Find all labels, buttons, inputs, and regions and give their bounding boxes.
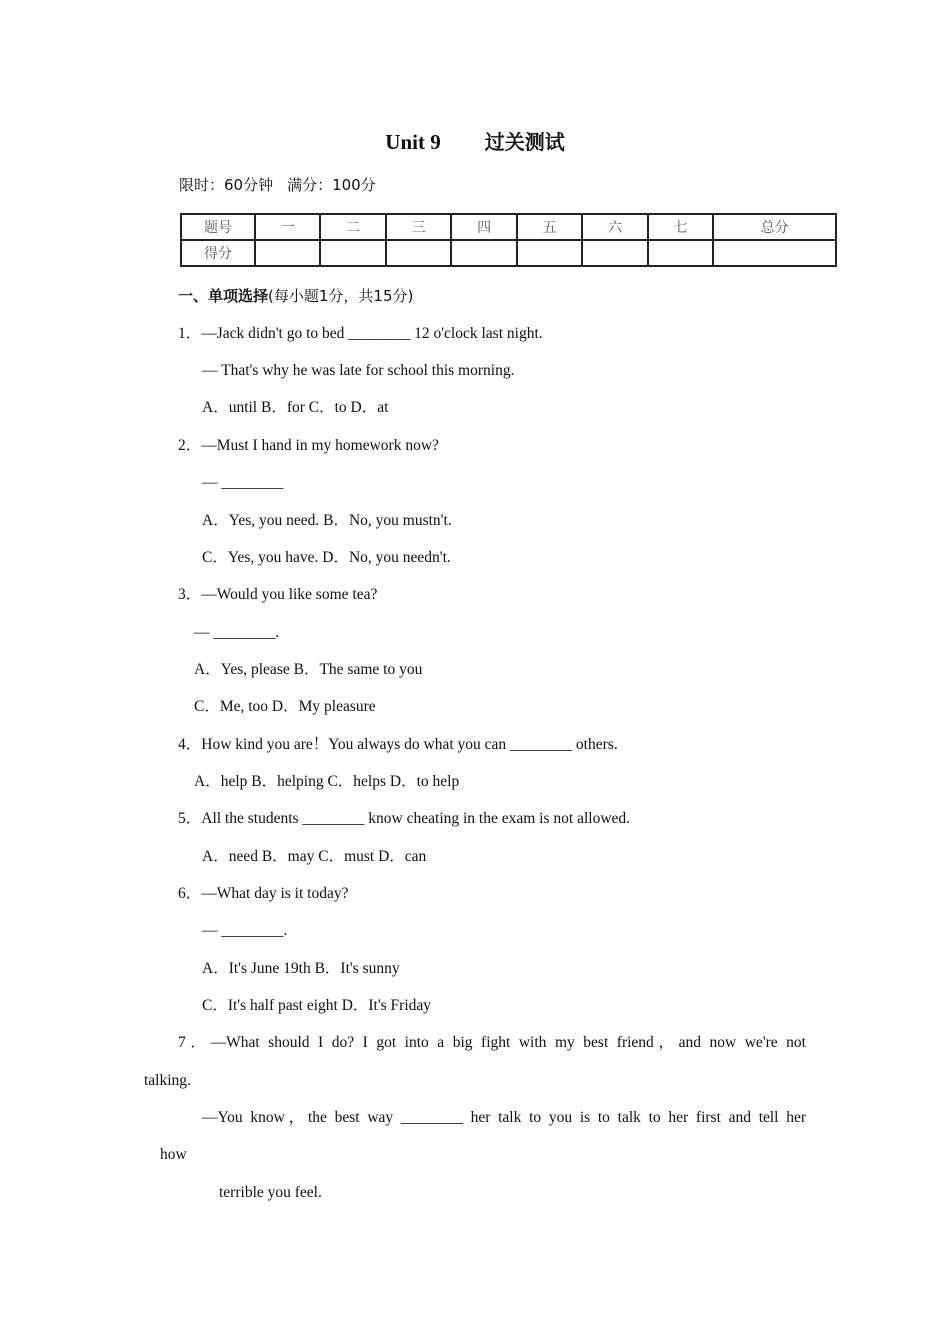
section-title: 一、单项选择 (178, 287, 269, 305)
score-input-cell (451, 240, 516, 266)
score-cell: 三 (386, 214, 451, 240)
score-cell: 得分 (181, 240, 255, 266)
question-1: 1．—Jack didn't go to bed ________ 12 o'clock last night. (178, 325, 543, 342)
question-4: 4．How kind you are！You always do what you can ________ others. (178, 736, 618, 753)
score-cell: 二 (320, 214, 385, 240)
question-5: 5．All the students ________ know cheating in the exam is not allowed. (178, 810, 631, 827)
score-input-cell (386, 240, 451, 266)
exam-meta (179, 174, 376, 195)
question-1-reply: — That's why he was late for school this morning. (202, 362, 515, 379)
score-table-header-row (181, 214, 836, 240)
question-2-options-cd: C．Yes, you have. D．No, you needn't. (202, 549, 451, 566)
question-7: 7．—What should I do? I got into a big fight with my best friend，and now we're not (178, 1034, 806, 1051)
score-cell: 六 (582, 214, 647, 240)
question-1-options: A．until B．for C．to D．at (202, 399, 389, 416)
score-cell: 七 (648, 214, 713, 240)
question-6-options-ab: A．It's June 19th B．It's sunny (202, 960, 400, 977)
title-cn: 过关测试 (484, 130, 565, 154)
page-title (0, 126, 950, 155)
score-input-cell (582, 240, 647, 266)
question-7-reply: —You know，the best way ________ her talk to you is to talk to her first and tell her (202, 1109, 806, 1126)
score-input-cell (517, 240, 582, 266)
score-table-score-row (181, 240, 836, 266)
question-3-reply: — ________. (194, 624, 280, 641)
question-3-options-cd: C．Me, too D．My pleasure (194, 698, 376, 715)
section-subtitle: (每小题1分，共15分) (268, 287, 414, 305)
question-2-reply: — ________ (202, 474, 284, 491)
score-input-cell (320, 240, 385, 266)
section-heading (178, 286, 413, 306)
score-input-cell (648, 240, 713, 266)
score-cell: 五 (517, 214, 582, 240)
question-2: 2．—Must I hand in my homework now? (178, 437, 439, 454)
full-score: 满分：100分 (287, 176, 376, 194)
question-7-continued: talking. (144, 1072, 191, 1089)
question-3: 3．—Would you like some tea? (178, 586, 378, 603)
score-cell: 一 (255, 214, 320, 240)
score-cell: 题号 (181, 214, 255, 240)
score-table (180, 213, 837, 267)
question-3-options-ab: A．Yes, please B．The same to you (194, 661, 423, 678)
question-7-reply-continued: how (160, 1146, 187, 1163)
question-4-options: A．help B．helping C．helps D．to help (194, 773, 460, 790)
score-input-cell (255, 240, 320, 266)
question-2-options-ab: A．Yes, you need. B．No, you mustn't. (202, 512, 452, 529)
question-5-options: A．need B．may C．must D．can (202, 848, 427, 865)
score-cell: 四 (451, 214, 516, 240)
score-cell: 总分 (713, 214, 836, 240)
question-6: 6．—What day is it today? (178, 885, 349, 902)
unit-label: Unit 9 (385, 130, 441, 154)
question-6-options-cd: C．It's half past eight D．It's Friday (202, 997, 432, 1014)
score-input-cell (713, 240, 836, 266)
time-limit: 限时：60分钟 (179, 176, 274, 194)
question-6-reply: — ________. (202, 922, 288, 939)
question-7-reply-end: terrible you feel. (219, 1184, 322, 1201)
